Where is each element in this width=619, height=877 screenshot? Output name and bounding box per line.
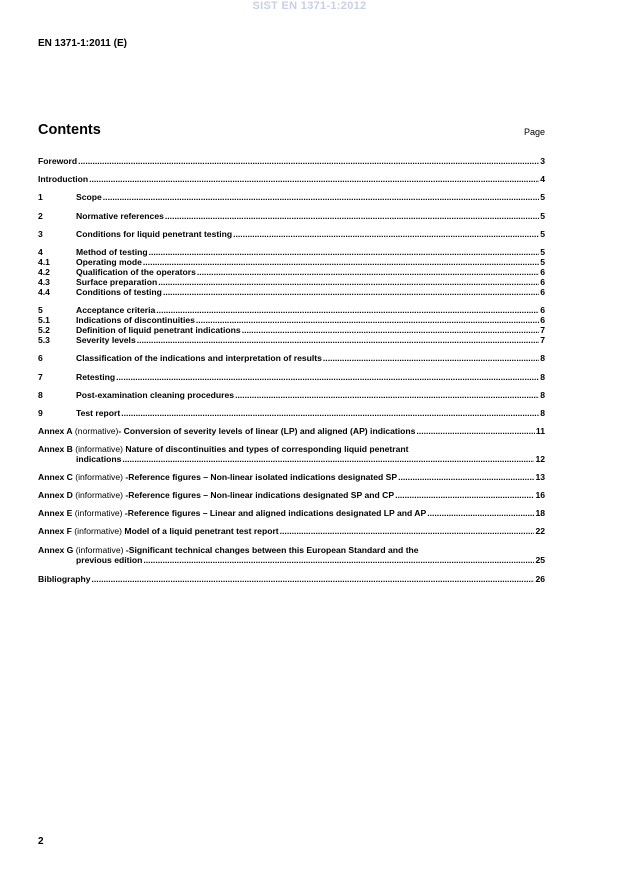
toc-page: 16 [535, 490, 545, 500]
toc-page: 8 [540, 353, 545, 363]
toc-entry-4[interactable] [38, 247, 545, 257]
toc-page: 8 [540, 408, 545, 418]
toc-page: 25 [535, 555, 545, 565]
toc-entry-4-1[interactable] [38, 257, 545, 267]
toc-page: 12 [535, 454, 545, 464]
page-column-label: Page [523, 127, 545, 137]
annex-type: (informative) [72, 490, 123, 500]
toc-title: Method of testing [76, 247, 148, 257]
toc-entry-6[interactable] [38, 353, 545, 363]
toc-page: 4 [540, 174, 545, 184]
annex-type: (informative) [72, 472, 123, 482]
toc-number: 7 [38, 372, 43, 382]
toc-title: Acceptance criteria [76, 305, 156, 315]
toc-entry-1[interactable] [38, 192, 545, 202]
toc-title: Post-examination cleaning procedures [76, 390, 235, 400]
toc-entry-5[interactable] [38, 305, 545, 315]
toc-number: 5.2 [38, 325, 50, 335]
toc-page: 22 [535, 526, 545, 536]
toc-entry-bibliography[interactable] [38, 574, 545, 584]
toc-entry-5-2[interactable] [38, 325, 545, 335]
toc-entry-introduction[interactable] [38, 174, 545, 184]
toc-number: 4.2 [38, 267, 50, 277]
annex-type: (informative) [72, 444, 123, 454]
toc-entry-4-3[interactable] [38, 277, 545, 287]
annex-title: -Reference figures – Linear and aligned indications designated LP and AP [122, 508, 427, 518]
toc-page: 5 [540, 192, 545, 202]
toc-number: 4.4 [38, 287, 50, 297]
toc-page: 7 [540, 325, 545, 335]
page-number: 2 [38, 836, 44, 847]
toc-page: 13 [535, 472, 545, 482]
annex-type: (informative) [71, 526, 123, 536]
toc-entry-4-2[interactable] [38, 267, 545, 277]
toc-entry-foreword[interactable] [38, 156, 545, 166]
toc-title: Conditions of testing [76, 287, 162, 297]
annex-title: Nature of discontinuities and types of corresponding liquid penetrant [123, 444, 409, 454]
toc-title: Surface preparation [76, 277, 158, 287]
toc-page: 6 [540, 305, 545, 315]
toc-annex-c[interactable] [38, 472, 545, 482]
toc-page: 7 [540, 335, 545, 345]
toc-number: 4.1 [38, 257, 50, 267]
annex-type: (informative) [73, 545, 124, 555]
toc-number: 4.3 [38, 277, 50, 287]
toc-page: 5 [540, 257, 545, 267]
annex-title-continuation: indications [76, 454, 122, 464]
annex-type: (normative) [72, 426, 119, 436]
annex-label: Annex D [38, 490, 73, 500]
toc-title: Bibliography [38, 574, 91, 584]
toc-title: Introduction [38, 174, 89, 184]
contents-title: Contents [38, 122, 101, 138]
toc-number: 2 [38, 211, 43, 221]
annex-type: (informative) [72, 508, 123, 518]
toc-entry-4-4[interactable] [38, 287, 545, 297]
annex-label: Annex B [38, 444, 73, 454]
toc-number: 8 [38, 390, 43, 400]
toc-annex-b[interactable] [38, 444, 545, 464]
toc-annex-e[interactable] [38, 508, 545, 518]
toc-number: 3 [38, 229, 43, 239]
toc-page: 26 [535, 574, 545, 584]
toc-title: Classification of the indications and interpretation of results [76, 353, 322, 363]
toc-page: 11 [535, 426, 545, 436]
annex-title: -Significant technical changes between this European Standard and the [123, 545, 419, 555]
toc-number: 1 [38, 192, 43, 202]
annex-title: -Reference figures – Non-linear indications designated SP and CP [123, 490, 395, 500]
toc-annex-f[interactable] [38, 526, 545, 536]
toc-page: 5 [540, 229, 545, 239]
annex-title: Model of a liquid penetrant test report [122, 526, 279, 536]
toc-entry-3[interactable] [38, 229, 545, 239]
toc-title: Definition of liquid penetrant indications [76, 325, 241, 335]
toc-title: Test report [76, 408, 121, 418]
watermark: SIST EN 1371-1:2012 [252, 0, 367, 12]
toc-title: Retesting [76, 372, 116, 382]
toc-page: 6 [540, 277, 545, 287]
toc-entry-2[interactable] [38, 211, 545, 221]
annex-title: -Reference figures – Non-linear isolated indications designated SP [123, 472, 398, 482]
toc-page: 6 [540, 287, 545, 297]
document-id: EN 1371-1:2011 (E) [38, 38, 127, 49]
toc-number: 5.3 [38, 335, 50, 345]
toc-title: Severity levels [76, 335, 136, 345]
toc-number: 6 [38, 353, 43, 363]
toc-entry-5-3[interactable] [38, 335, 545, 345]
toc-entry-9[interactable] [38, 408, 545, 418]
annex-title: - Conversion of severity levels of linear (LP) and aligned (AP) indications [118, 426, 416, 436]
toc-number: 5 [38, 305, 43, 315]
toc-entry-8[interactable] [38, 390, 545, 400]
toc-annex-a[interactable] [38, 426, 545, 436]
toc-title: Foreword [38, 156, 78, 166]
toc-number: 4 [38, 247, 43, 257]
toc-page: 6 [540, 315, 545, 325]
toc-title: Conditions for liquid penetrant testing [76, 229, 233, 239]
toc-title: Normative references [76, 211, 164, 221]
toc-page: 5 [540, 211, 545, 221]
toc-title: Indications of discontinuities [76, 315, 195, 325]
toc-title: Operating mode [76, 257, 142, 267]
annex-label: Annex F [38, 526, 72, 536]
annex-label: Annex C [38, 472, 73, 482]
toc-page: 6 [540, 267, 545, 277]
annex-title-continuation: previous edition [76, 555, 143, 565]
toc-page: 5 [540, 247, 545, 257]
annex-label: Annex G [38, 545, 74, 555]
annex-label: Annex A [38, 426, 73, 436]
toc-annex-d[interactable] [38, 490, 545, 500]
toc-number: 9 [38, 408, 43, 418]
toc-entry-7[interactable] [38, 372, 545, 382]
toc-entry-5-1[interactable] [38, 315, 545, 325]
toc-title: Scope [76, 192, 102, 202]
toc-title: Qualification of the operators [76, 267, 196, 277]
toc-page: 3 [540, 156, 545, 166]
toc-page: 18 [535, 508, 545, 518]
toc-annex-g[interactable] [38, 545, 545, 565]
toc-page: 8 [540, 390, 545, 400]
toc-number: 5.1 [38, 315, 50, 325]
toc-page: 8 [540, 372, 545, 382]
annex-label: Annex E [38, 508, 73, 518]
